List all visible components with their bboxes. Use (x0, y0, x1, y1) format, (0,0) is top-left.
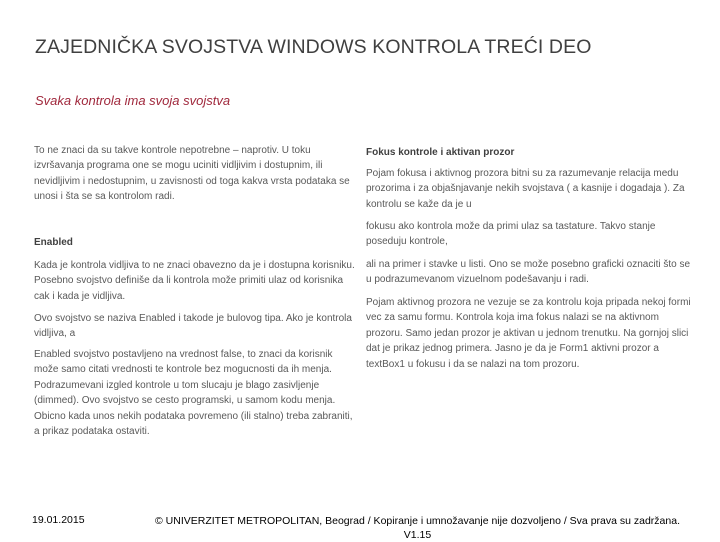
enabled-paragraph-3: Enabled svojstvo postavljeno na vrednost false, to znaci da korisnik može samo citati vrednosti te kontrole bez mogucnosti da ih menja. Podrazumevani izgled kontrole u tom slucaju je blago zasivljenje (dimmed). Ovo svojstvo se cesto programski, u samom kodu menja. Obicno kada unos nekih podataka povremeno (ili stalno) treba zabraniti, a prikaz podataka ostaviti. (34, 349, 353, 438)
slide-subtitle: Svaka kontrola ima svoja svojstva (35, 93, 231, 108)
footer-copyright: © UNIVERZITET METROPOLITAN, Beograd / Kopiranje i umnožavanje nije dozvoljeno / Sva prava su zadržana. (155, 515, 680, 527)
focus-heading: Fokus kontrole i aktivan prozor (366, 147, 515, 158)
enabled-paragraph-1: Kada je kontrola vidljiva to ne znaci obavezno da je i dostupna korisniku. Posebno svojstvo definiše da li kontrola može primiti ulaz od korisnika cak i kada je vidljiva. (34, 260, 355, 302)
focus-paragraph-3: ali na primer i stavke u listi. Ono se može posebno graficki oznaciti što se u podrazumevanom vizuelnom podešavanju i radi. (366, 259, 691, 286)
focus-paragraph-1: Pojam fokusa i aktivnog prozora bitni su za razumevanje relacija medu prozorima i za objašnjavanje nekih svojstava ( a kasnije i dogadaja ). Za kontrolu se kaže da je u (366, 168, 685, 210)
footer-date: 19.01.2015 (32, 514, 85, 526)
footer-version: V1.15 (403, 529, 432, 541)
enabled-paragraph-2: Ovo svojstvo se naziva Enabled i takode je bulovog tipa. Ako je kontrola vidljiva, a (34, 313, 352, 340)
left-intro-text: To ne znaci da su takve kontrole nepotrebne – naprotiv. U toku izvršavanja programa one se mogu uciniti vidljivim i dostupnim, ili nevidljivim i nedostupnim, u zavisnosti od toga kakva vrsta podataka se unosi i šta se sa kontrolom radi. (34, 145, 350, 203)
left-intro (34, 143, 358, 205)
enabled-heading: Enabled (34, 237, 73, 248)
slide-title: ZAJEDNIČKA SVOJSTVA WINDOWS KONTROLA TREĆI DEO (35, 36, 592, 58)
footer-copyright-block (130, 514, 705, 542)
focus-paragraph-2: fokusu ako kontrola može da primi ulaz sa tastature. Takvo stanje poseduju kontrole, (366, 221, 656, 248)
focus-paragraph-4: Pojam aktivnog prozora ne vezuje se za kontrolu koja pripada nekoj formi vec za samu formu. Kontrola koja ima fokus nalazi se na aktivnom prozoru. Samo jedan prozor je aktivan u jednom trenutku. Na gornjoj slici dat je prikaz jednog primera. Jasno je da je Form1 aktivni prozor a textBox1 u fokusu i da se nalazi na tom prozoru. (366, 297, 691, 370)
